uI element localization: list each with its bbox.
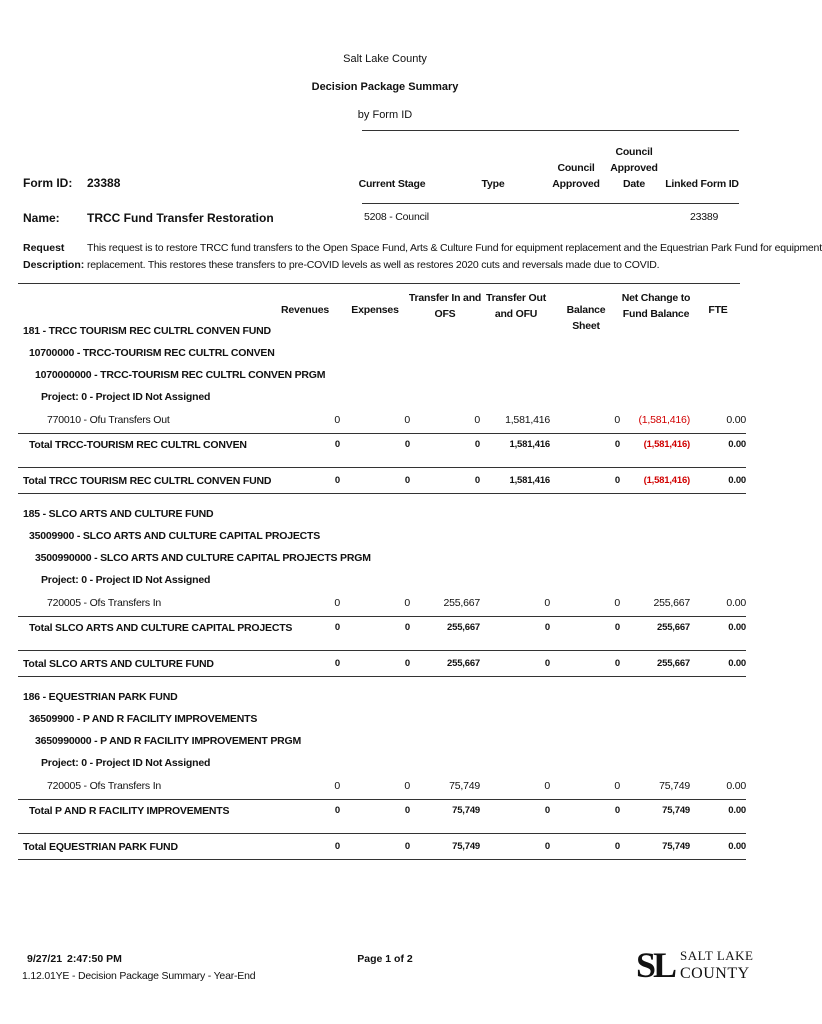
footer-report-id: 1.12.01YE - Decision Package Summary - Year-End	[22, 970, 256, 982]
fund-heading: 181 - TRCC TOURISM REC CULTRL CONVEN FUND	[23, 325, 271, 337]
transfer-in-header-1: Transfer In and	[408, 292, 482, 304]
org-total-expenses: 0	[404, 622, 410, 633]
org-total-transfer_in: 0	[474, 439, 480, 450]
fund-total-expenses: 0	[404, 658, 410, 669]
line-item-fte: 0.00	[726, 414, 746, 426]
line-item-label: 720005 - Ofs Transfers In	[47, 780, 162, 792]
expenses-header: Expenses	[351, 304, 399, 316]
footer-page: Page 1 of 2	[357, 953, 413, 965]
fund-total-transfer_out: 0	[544, 658, 550, 669]
net-change-header-1: Net Change to	[621, 292, 691, 304]
org-heading: 35009900 - SLCO ARTS AND CULTURE CAPITAL PROJECTS	[29, 530, 321, 542]
council-approved-date-header-3: Date	[623, 178, 645, 190]
fte-header: FTE	[708, 304, 728, 316]
name-value: TRCC Fund Transfer Restoration	[87, 211, 274, 225]
linked-form-header: Linked Form ID	[665, 178, 739, 190]
org-total-transfer_in: 255,667	[447, 622, 480, 633]
fund-total-fte: 0.00	[728, 475, 746, 486]
fund-total-balance_sheet: 0	[614, 841, 620, 852]
fund-total-top-rule	[18, 650, 746, 651]
request-label-2: Description:	[23, 259, 85, 271]
header-rule	[362, 130, 739, 131]
fund-total-label: Total SLCO ARTS AND CULTURE FUND	[23, 658, 214, 670]
line-item-balance_sheet: 0	[614, 780, 620, 792]
council-approved-date-header-2: Approved	[610, 162, 658, 174]
org-total-net_change: 75,749	[662, 805, 690, 816]
logo-mark: SL	[636, 945, 675, 985]
fund-total-net_change: 75,749	[662, 841, 690, 852]
fund-total-revenues: 0	[334, 475, 340, 486]
fund-heading: 186 - EQUESTRIAN PARK FUND	[23, 691, 178, 703]
logo-line-1: SALT LAKE	[680, 948, 754, 963]
line-item-net_change: (1,581,416)	[638, 414, 690, 426]
current-stage-header: Current Stage	[358, 178, 426, 190]
fund-total-transfer_in: 75,749	[452, 841, 480, 852]
request-label-1: Request	[23, 242, 65, 254]
balance-sheet-header: Balance Sheet	[566, 304, 606, 332]
fund-total-balance_sheet: 0	[614, 475, 620, 486]
line-item-expenses: 0	[404, 780, 410, 792]
org-total-label: Total TRCC-TOURISM REC CULTRL CONVEN	[29, 439, 247, 451]
project-heading: Project: 0 - Project ID Not Assigned	[41, 391, 211, 403]
fund-total-net_change: 255,667	[657, 658, 690, 669]
fund-total-transfer_out: 0	[544, 841, 550, 852]
org-total-net_change: (1,581,416)	[643, 439, 690, 450]
net-change-header-2: Fund Balance	[622, 308, 690, 320]
line-item-balance_sheet: 0	[614, 597, 620, 609]
fund-total-transfer_in: 0	[474, 475, 480, 486]
fund-total-balance_sheet: 0	[614, 658, 620, 669]
org-total-label: Total SLCO ARTS AND CULTURE CAPITAL PROJECTS	[29, 622, 293, 634]
org-heading: 10700000 - TRCC-TOURISM REC CULTRL CONVEN	[29, 347, 275, 359]
council-approved-header-1: Council	[557, 162, 595, 174]
fund-total-revenues: 0	[334, 658, 340, 669]
org-total-transfer_out: 1,581,416	[509, 439, 550, 450]
org-total-revenues: 0	[334, 622, 340, 633]
transfer-out-header-2: and OFU	[494, 308, 538, 320]
org-total-fte: 0.00	[728, 439, 746, 450]
fund-total-top-rule	[18, 467, 746, 468]
fund-total-top-rule	[18, 833, 746, 834]
org-total-balance_sheet: 0	[614, 622, 620, 633]
footer-time: 2:47:50 PM	[67, 953, 122, 965]
line-item-fte: 0.00	[726, 597, 746, 609]
line-item-label: 720005 - Ofs Transfers In	[47, 597, 162, 609]
footer-date: 9/27/21	[27, 953, 63, 965]
line-item-transfer_in: 75,749	[449, 780, 480, 792]
org-total-revenues: 0	[334, 439, 340, 450]
fund-total-bottom-rule	[18, 676, 746, 677]
line-item-fte: 0.00	[726, 780, 746, 792]
revenues-header: Revenues	[280, 304, 329, 316]
org-heading: 36509900 - P AND R FACILITY IMPROVEMENTS	[29, 713, 258, 725]
fund-total-net_change: (1,581,416)	[643, 475, 690, 486]
line-item-balance_sheet: 0	[614, 414, 620, 426]
org-total-fte: 0.00	[728, 622, 746, 633]
linked-form-value: 23389	[690, 211, 719, 223]
org-total-revenues: 0	[334, 805, 340, 816]
org-total-expenses: 0	[404, 439, 410, 450]
current-stage-value: 5208 - Council	[364, 211, 429, 223]
fund-total-label: Total EQUESTRIAN PARK FUND	[23, 841, 178, 853]
org-total-fte: 0.00	[728, 805, 746, 816]
logo-line-2: COUNTY	[680, 965, 750, 982]
org-total-transfer_in: 75,749	[452, 805, 480, 816]
form-header-rule	[362, 203, 739, 204]
org-total-balance_sheet: 0	[614, 439, 620, 450]
transfer-in-header-2: OFS	[434, 308, 456, 320]
org-total-net_change: 255,667	[657, 622, 690, 633]
fund-total-fte: 0.00	[728, 658, 746, 669]
form-id-value: 23388	[87, 176, 121, 190]
description-rule	[18, 283, 740, 284]
line-item-transfer_out: 0	[544, 597, 550, 609]
org-total-rule	[18, 433, 746, 434]
fund-total-revenues: 0	[334, 841, 340, 852]
fund-total-bottom-rule	[18, 493, 746, 494]
org-total-expenses: 0	[404, 805, 410, 816]
org-name: Salt Lake County	[343, 53, 427, 65]
fund-total-expenses: 0	[404, 841, 410, 852]
line-item-transfer_in: 0	[474, 414, 480, 426]
org-total-label: Total P AND R FACILITY IMPROVEMENTS	[29, 805, 230, 817]
org-total-transfer_out: 0	[544, 805, 550, 816]
project-heading: Project: 0 - Project ID Not Assigned	[41, 574, 211, 586]
fund-total-fte: 0.00	[728, 841, 746, 852]
fund-heading: 185 - SLCO ARTS AND CULTURE FUND	[23, 508, 214, 520]
form-id-label: Form ID:	[23, 176, 73, 190]
program-heading: 3500990000 - SLCO ARTS AND CULTURE CAPITAL PROJECTS PRGM	[35, 552, 371, 564]
report-title: Decision Package Summary	[311, 81, 459, 93]
line-item-revenues: 0	[334, 414, 340, 426]
fund-total-transfer_out: 1,581,416	[509, 475, 550, 486]
program-heading: 3650990000 - P AND R FACILITY IMPROVEMENT PRGM	[35, 735, 302, 747]
line-item-transfer_out: 0	[544, 780, 550, 792]
line-item-label: 770010 - Ofu Transfers Out	[47, 414, 170, 426]
line-item-net_change: 255,667	[653, 597, 690, 609]
council-approved-header-2: Approved	[552, 178, 600, 190]
fund-total-transfer_in: 255,667	[447, 658, 480, 669]
line-item-expenses: 0	[404, 414, 410, 426]
report-subtitle: by Form ID	[357, 109, 413, 121]
line-item-revenues: 0	[334, 780, 340, 792]
name-label: Name:	[23, 211, 60, 225]
line-item-net_change: 75,749	[659, 780, 690, 792]
org-total-transfer_out: 0	[544, 622, 550, 633]
line-item-transfer_in: 255,667	[443, 597, 480, 609]
fund-total-bottom-rule	[18, 859, 746, 860]
fund-total-label: Total TRCC TOURISM REC CULTRL CONVEN FUND	[23, 475, 272, 487]
council-approved-date-header-1: Council	[615, 146, 653, 158]
org-total-rule	[18, 616, 746, 617]
org-total-rule	[18, 799, 746, 800]
line-item-revenues: 0	[334, 597, 340, 609]
program-heading: 1070000000 - TRCC-TOURISM REC CULTRL CONVEN PRGM	[35, 369, 326, 381]
transfer-out-header-1: Transfer Out	[485, 292, 547, 304]
description-line-1: This request is to restore TRCC fund transfers to the Open Space Fund, Arts & Culture Fund for equipment replacement and the Equestrian Park Fund for equipment	[87, 242, 822, 254]
fund-total-expenses: 0	[404, 475, 410, 486]
description-line-2: replacement. This restores these transfers to pre-COVID levels as well as restores 2020 cuts and reversals made due to COVID.	[87, 259, 660, 271]
type-header: Type	[481, 178, 505, 190]
line-item-expenses: 0	[404, 597, 410, 609]
line-item-transfer_out: 1,581,416	[505, 414, 550, 426]
org-total-balance_sheet: 0	[614, 805, 620, 816]
project-heading: Project: 0 - Project ID Not Assigned	[41, 757, 211, 769]
